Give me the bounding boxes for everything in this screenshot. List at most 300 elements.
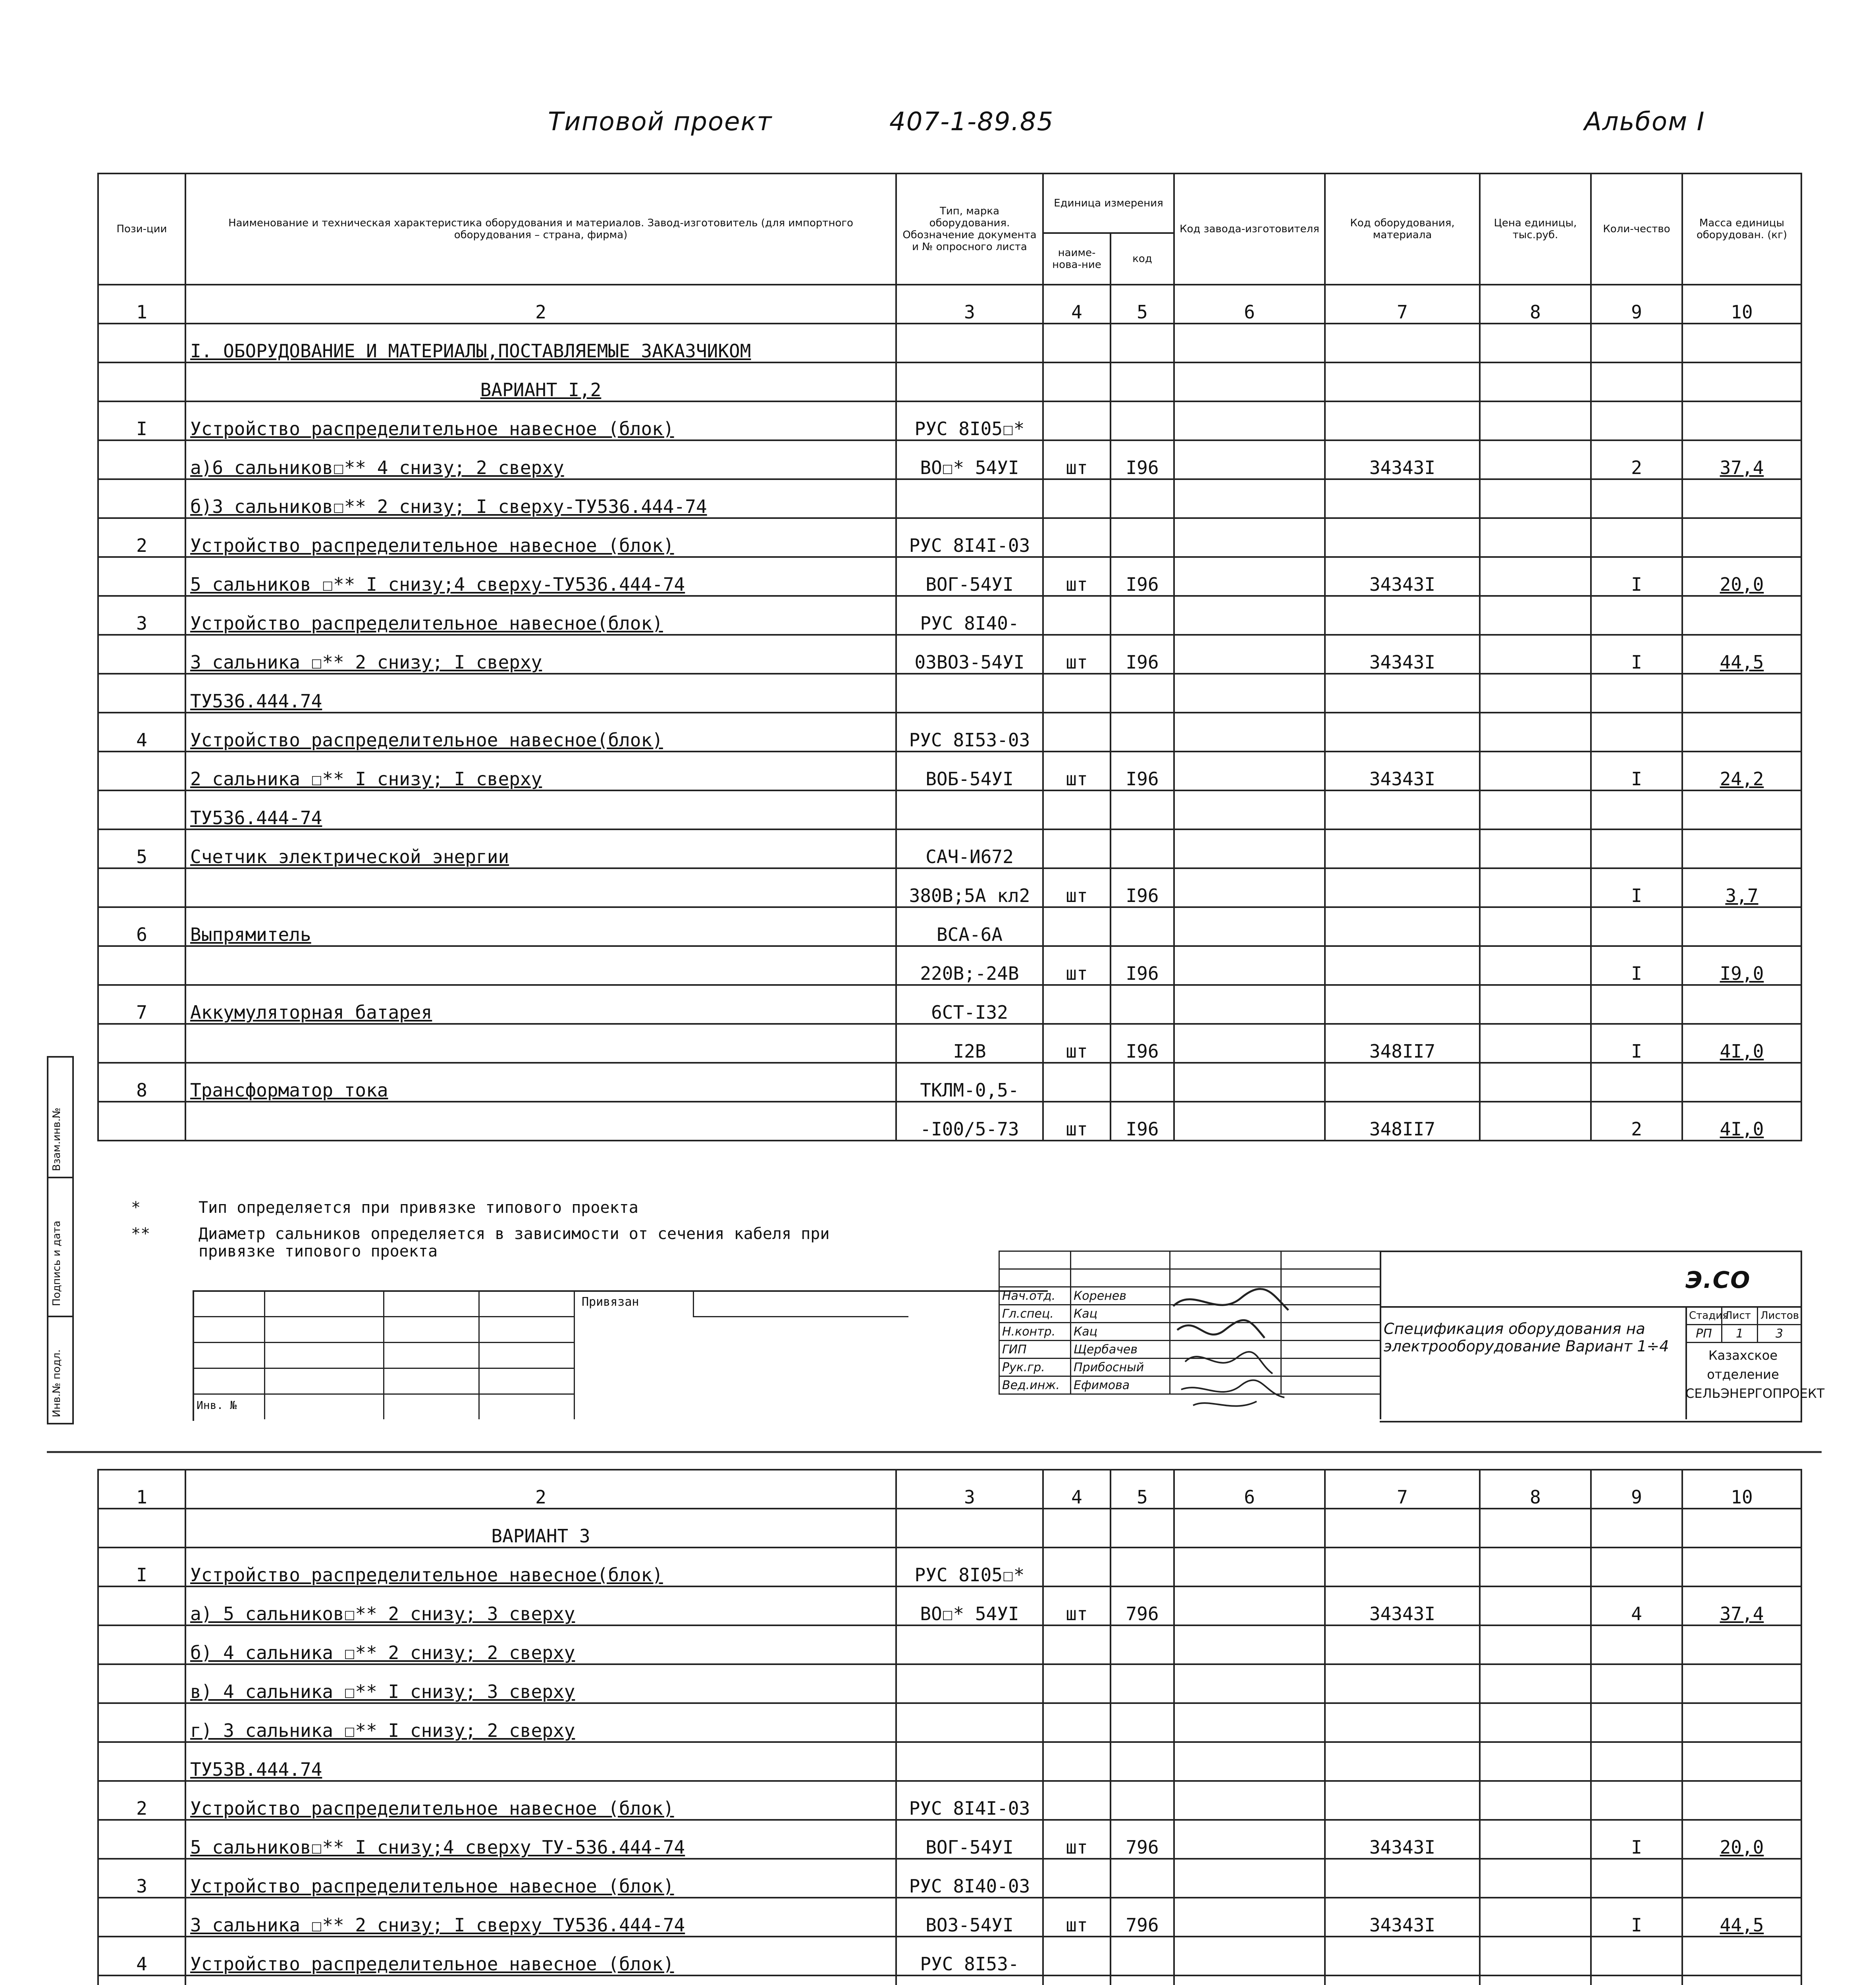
pos-cell: 2 — [98, 1781, 185, 1820]
unit-name-cell — [1043, 1742, 1111, 1781]
pos-cell — [98, 1664, 185, 1703]
mass-cell — [1682, 1975, 1801, 1985]
qty-cell — [1591, 829, 1682, 868]
plant-code-cell — [1174, 985, 1325, 1024]
mass-cell: 37,4 — [1682, 1586, 1801, 1625]
type-cell: РУС 8I40-03 — [896, 1859, 1043, 1898]
column-number: 4 — [1043, 285, 1111, 324]
sheets-value: 3 — [1758, 1325, 1801, 1343]
price-cell — [1480, 1625, 1591, 1664]
table-row — [98, 1975, 1801, 1985]
qty-cell — [1591, 1859, 1682, 1898]
unit-name-cell: шт — [1043, 1820, 1111, 1859]
price-cell — [1480, 1063, 1591, 1102]
mass-cell — [1682, 829, 1801, 868]
mass-cell — [1682, 1063, 1801, 1102]
plant-code-cell — [1174, 518, 1325, 557]
type-cell: ВОГ-54УI — [896, 1820, 1043, 1859]
unit-name-cell — [1043, 401, 1111, 440]
table-row — [98, 596, 1801, 635]
name-cell — [185, 1975, 896, 1985]
qty-cell: I — [1591, 946, 1682, 985]
eq-code-cell — [1325, 362, 1480, 401]
unit-name-cell — [1043, 829, 1111, 868]
mass-cell — [1682, 324, 1801, 362]
unit-name-cell: шт — [1043, 752, 1111, 790]
project-title: Типовой проект — [548, 107, 773, 137]
pos-cell — [98, 635, 185, 674]
type-cell: РУС 8I53-03 — [896, 713, 1043, 752]
price-cell — [1480, 1937, 1591, 1975]
side-label-replace-inv: Взам.инв.№ — [51, 1108, 63, 1171]
unit-code-cell — [1111, 1548, 1174, 1586]
price-cell — [1480, 868, 1591, 907]
price-cell — [1480, 596, 1591, 635]
eq-code-cell — [1325, 713, 1480, 752]
type-cell: РУС 8I05☐* — [896, 1548, 1043, 1586]
name-cell: Трансформатор тока — [185, 1063, 896, 1102]
unit-name-cell — [1043, 1548, 1111, 1586]
table-row — [98, 946, 1801, 985]
project-number: 407-1-89.85 — [889, 107, 1054, 137]
eq-code-cell: 34343I — [1325, 1820, 1480, 1859]
eq-code-cell: 34343I — [1325, 752, 1480, 790]
unit-name-cell — [1043, 1664, 1111, 1703]
pos-cell — [98, 752, 185, 790]
type-cell: РУС 8I40- — [896, 596, 1043, 635]
eq-code-cell: 348II7 — [1325, 1024, 1480, 1063]
unit-name-cell — [1043, 1859, 1111, 1898]
mass-cell — [1682, 1664, 1801, 1703]
price-cell — [1480, 440, 1591, 479]
col-mass-header: Масса единицы оборудован. (кг) — [1682, 173, 1801, 285]
table-row — [98, 1664, 1801, 1703]
pos-cell: 7 — [98, 985, 185, 1024]
plant-code-cell — [1174, 829, 1325, 868]
name-cell: а) 5 сальников☐** 2 снизу; 3 сверху — [185, 1586, 896, 1625]
unit-name-cell — [1043, 1625, 1111, 1664]
pos-cell: 6 — [98, 907, 185, 946]
price-cell — [1480, 985, 1591, 1024]
col-name-header: Наименование и техническая характеристика оборудования и материалов. Завод-изготовитель (для импортного оборудования – страна, фирма) — [185, 173, 896, 285]
mass-cell — [1682, 790, 1801, 829]
price-cell — [1480, 324, 1591, 362]
price-cell — [1480, 946, 1591, 985]
col-qty-header: Коли-чество — [1591, 173, 1682, 285]
mass-cell — [1682, 401, 1801, 440]
qty-cell: 2 — [1591, 1102, 1682, 1141]
table-row — [98, 1509, 1801, 1548]
plant-code-cell — [1174, 674, 1325, 713]
pos-cell — [98, 324, 185, 362]
unit-code-cell — [1111, 518, 1174, 557]
title-block-sheet1 — [97, 1251, 1825, 1421]
type-cell — [896, 1625, 1043, 1664]
plant-code-cell — [1174, 324, 1325, 362]
column-number: 3 — [896, 285, 1043, 324]
eq-code-cell: 348II7 — [1325, 1102, 1480, 1141]
price-cell — [1480, 674, 1591, 713]
role-gl-spec: Гл.спец. — [999, 1305, 1071, 1323]
column-number: 1 — [98, 285, 185, 324]
table-row — [98, 635, 1801, 674]
unit-name-cell — [1043, 479, 1111, 518]
eq-code-cell — [1325, 1859, 1480, 1898]
name-nach-otd: Коренев — [1071, 1287, 1170, 1305]
table-row — [98, 1859, 1801, 1898]
sheet-divider — [47, 1451, 1822, 1453]
unit-code-cell — [1111, 479, 1174, 518]
col-unit-name-header: наиме-нова-ние — [1043, 233, 1111, 285]
mass-cell: 44,5 — [1682, 1898, 1801, 1937]
pos-cell: I — [98, 401, 185, 440]
mass-cell: I9,0 — [1682, 946, 1801, 985]
type-cell: 03ВО3-54УI — [896, 635, 1043, 674]
unit-code-cell — [1111, 401, 1174, 440]
eq-code-cell — [1325, 946, 1480, 985]
qty-cell — [1591, 1937, 1682, 1975]
plant-code-cell — [1174, 1742, 1325, 1781]
mass-cell: 20,0 — [1682, 557, 1801, 596]
unit-name-cell: шт — [1043, 946, 1111, 985]
column-number: 7 — [1325, 285, 1480, 324]
column-number: 8 — [1480, 285, 1591, 324]
qty-cell — [1591, 1625, 1682, 1664]
mass-cell — [1682, 1703, 1801, 1742]
name-cell: а)6 сальников☐** 4 снизу; 2 сверху — [185, 440, 896, 479]
pos-cell — [98, 1975, 185, 1985]
qty-cell — [1591, 1703, 1682, 1742]
qty-cell — [1591, 1742, 1682, 1781]
unit-code-cell: I96 — [1111, 752, 1174, 790]
spec-table-sheet2 — [97, 1469, 1802, 1985]
name-ruk-gr: Прибосный — [1071, 1359, 1170, 1376]
eq-code-cell — [1325, 1975, 1480, 1985]
plant-code-cell — [1174, 1664, 1325, 1703]
pos-cell: 8 — [98, 1063, 185, 1102]
eq-code-cell — [1325, 479, 1480, 518]
pos-cell — [98, 946, 185, 985]
role-ruk-gr: Рук.гр. — [999, 1359, 1071, 1376]
eq-code-cell — [1325, 1781, 1480, 1820]
name-cell: 2 сальника ☐** I снизу; I сверху — [185, 752, 896, 790]
name-cell — [185, 868, 896, 907]
qty-cell — [1591, 1509, 1682, 1548]
unit-name-cell — [1043, 1509, 1111, 1548]
qty-cell: 2 — [1591, 440, 1682, 479]
table-row — [98, 440, 1801, 479]
type-cell: РУС 8I53- — [896, 1937, 1043, 1975]
col-unit-code-header: код — [1111, 233, 1174, 285]
type-cell: ВО☐* 54УI — [896, 1586, 1043, 1625]
mass-cell: 20,0 — [1682, 1820, 1801, 1859]
plant-code-cell — [1174, 1898, 1325, 1937]
table-row — [98, 1703, 1801, 1742]
price-cell — [1480, 1742, 1591, 1781]
price-cell — [1480, 1820, 1591, 1859]
qty-cell — [1591, 713, 1682, 752]
unit-name-cell: шт — [1043, 868, 1111, 907]
type-cell — [896, 1509, 1043, 1548]
pos-cell — [98, 557, 185, 596]
qty-cell: I — [1591, 1820, 1682, 1859]
sheet-value: 1 — [1722, 1325, 1758, 1343]
plant-code-cell — [1174, 1937, 1325, 1975]
col-pos-header: Пози-ции — [98, 173, 185, 285]
mass-cell: 24,2 — [1682, 752, 1801, 790]
type-cell: РУС 8I4I-03 — [896, 1781, 1043, 1820]
column-number: 5 — [1111, 1470, 1174, 1509]
price-cell — [1480, 1781, 1591, 1820]
mass-cell — [1682, 1859, 1801, 1898]
name-cell: 5 сальников☐** I снизу;4 сверху ТУ-536.444-74 — [185, 1820, 896, 1859]
unit-code-cell: 796 — [1111, 1586, 1174, 1625]
name-cell: Устройство распределительное навесное (блок) — [185, 401, 896, 440]
pos-cell: 3 — [98, 596, 185, 635]
unit-code-cell — [1111, 1781, 1174, 1820]
type-cell: ВОБ-54УI — [896, 752, 1043, 790]
unit-name-cell — [1043, 1063, 1111, 1102]
mass-cell: 3,7 — [1682, 868, 1801, 907]
pos-cell — [98, 674, 185, 713]
album-label: Альбом I — [1584, 107, 1705, 137]
unit-code-cell: I96 — [1111, 946, 1174, 985]
table-row — [98, 324, 1801, 362]
sheet1-column-number-row — [98, 285, 1801, 324]
table-row — [98, 1024, 1801, 1063]
type-cell: САЧ-И672 — [896, 829, 1043, 868]
table-row — [98, 1625, 1801, 1664]
eq-code-cell: 34343I — [1325, 1586, 1480, 1625]
eq-code-cell — [1325, 1625, 1480, 1664]
type-cell: 380В;5А кл2 — [896, 868, 1043, 907]
eq-code-cell: 34343I — [1325, 557, 1480, 596]
name-cell — [185, 1102, 896, 1141]
col-price-header: Цена единицы, тыс.руб. — [1480, 173, 1591, 285]
spec-table-sheet1 — [97, 173, 1802, 1141]
eq-code-cell: 34343I — [1325, 440, 1480, 479]
unit-code-cell — [1111, 1703, 1174, 1742]
column-number: 8 — [1480, 1470, 1591, 1509]
price-cell — [1480, 1975, 1591, 1985]
type-cell: ВО3-54УI — [896, 1898, 1043, 1937]
table-row — [98, 1063, 1801, 1102]
unit-name-cell: шт — [1043, 635, 1111, 674]
mass-cell — [1682, 596, 1801, 635]
pos-cell — [98, 1102, 185, 1141]
plant-code-cell — [1174, 1548, 1325, 1586]
price-cell — [1480, 1859, 1591, 1898]
mass-cell — [1682, 518, 1801, 557]
price-cell — [1480, 1509, 1591, 1548]
unit-name-cell — [1043, 362, 1111, 401]
plant-code-cell — [1174, 401, 1325, 440]
qty-cell — [1591, 518, 1682, 557]
price-cell — [1480, 1548, 1591, 1586]
mass-cell — [1682, 1625, 1801, 1664]
unit-name-cell — [1043, 1781, 1111, 1820]
column-number: 9 — [1591, 285, 1682, 324]
unit-code-cell — [1111, 1975, 1174, 1985]
plant-code-cell — [1174, 362, 1325, 401]
side-label-inv-orig: Инв.№ подл. — [51, 1349, 63, 1417]
eq-code-cell — [1325, 1937, 1480, 1975]
name-cell: б) 4 сальника ☐** 2 снизу; 2 сверху — [185, 1625, 896, 1664]
column-number: 7 — [1325, 1470, 1480, 1509]
pos-cell — [98, 479, 185, 518]
unit-code-cell — [1111, 362, 1174, 401]
name-cell: ТУ536.444-74 — [185, 790, 896, 829]
pos-cell — [98, 1509, 185, 1548]
qty-cell — [1591, 1781, 1682, 1820]
unit-code-cell — [1111, 1664, 1174, 1703]
plant-code-cell — [1174, 1509, 1325, 1548]
pos-cell — [98, 868, 185, 907]
type-cell: ВО☐* 54УI — [896, 440, 1043, 479]
qty-cell — [1591, 479, 1682, 518]
plant-code-cell — [1174, 557, 1325, 596]
table-row — [98, 674, 1801, 713]
eq-code-cell — [1325, 1742, 1480, 1781]
qty-cell — [1591, 1664, 1682, 1703]
price-cell — [1480, 401, 1591, 440]
qty-cell — [1591, 907, 1682, 946]
unit-code-cell: I96 — [1111, 557, 1174, 596]
qty-cell — [1591, 324, 1682, 362]
table-row — [98, 868, 1801, 907]
name-cell — [185, 946, 896, 985]
qty-cell: I — [1591, 868, 1682, 907]
table-row — [98, 1102, 1801, 1141]
type-cell: РУС 8I05☐* — [896, 401, 1043, 440]
name-gip: Щербачев — [1071, 1341, 1170, 1359]
table-row — [98, 1742, 1801, 1781]
qty-cell — [1591, 362, 1682, 401]
eq-code-cell — [1325, 868, 1480, 907]
mass-cell — [1682, 362, 1801, 401]
price-cell — [1480, 713, 1591, 752]
unit-name-cell — [1043, 907, 1111, 946]
eq-code-cell: 34343I — [1325, 635, 1480, 674]
column-number: 5 — [1111, 285, 1174, 324]
inv-label: Инв. № — [197, 1399, 237, 1412]
name-cell: Аккумуляторная батарея — [185, 985, 896, 1024]
plant-code-cell — [1174, 1586, 1325, 1625]
unit-code-cell: 796 — [1111, 1820, 1174, 1859]
name-cell: Устройство распределительное навесное(блок) — [185, 1548, 896, 1586]
price-cell — [1480, 479, 1591, 518]
sheet2-column-number-row — [98, 1470, 1801, 1509]
price-cell — [1480, 1703, 1591, 1742]
name-cell: Устройство распределительное навесное (блок) — [185, 1859, 896, 1898]
type-cell: ТКЛМ-0,5- — [896, 1063, 1043, 1102]
unit-name-cell — [1043, 713, 1111, 752]
column-number: 4 — [1043, 1470, 1111, 1509]
mass-cell — [1682, 1781, 1801, 1820]
plant-code-cell — [1174, 946, 1325, 985]
name-cell: Устройство распределительное навесное (блок) — [185, 518, 896, 557]
unit-code-cell: I96 — [1111, 440, 1174, 479]
plant-code-cell — [1174, 790, 1325, 829]
mass-cell — [1682, 1742, 1801, 1781]
unit-name-cell — [1043, 1937, 1111, 1975]
price-cell — [1480, 1102, 1591, 1141]
plant-code-cell — [1174, 1625, 1325, 1664]
unit-code-cell — [1111, 674, 1174, 713]
price-cell — [1480, 790, 1591, 829]
unit-code-cell — [1111, 907, 1174, 946]
plant-code-cell — [1174, 1024, 1325, 1063]
pos-cell — [98, 1898, 185, 1937]
table-row — [98, 790, 1801, 829]
name-cell: г) 3 сальника ☐** I снизу; 2 сверху — [185, 1703, 896, 1742]
eq-code-cell — [1325, 907, 1480, 946]
type-cell: 6СТ-I32 — [896, 985, 1043, 1024]
unit-code-cell: I96 — [1111, 868, 1174, 907]
eq-code-cell — [1325, 596, 1480, 635]
name-cell: Счетчик электрической энергии — [185, 829, 896, 868]
pos-cell — [98, 1625, 185, 1664]
table-row — [98, 1781, 1801, 1820]
pos-cell — [98, 1703, 185, 1742]
column-number: 10 — [1682, 285, 1801, 324]
column-number: 2 — [185, 285, 896, 324]
mass-cell: 4I,0 — [1682, 1024, 1801, 1063]
qty-cell — [1591, 985, 1682, 1024]
type-cell: 220В;-24В — [896, 946, 1043, 985]
column-number: 2 — [185, 1470, 896, 1509]
side-label-sign-date: Подпись и дата — [51, 1220, 63, 1306]
unit-name-cell — [1043, 596, 1111, 635]
table-row — [98, 985, 1801, 1024]
col-eq-code-header: Код оборудования, материала — [1325, 173, 1480, 285]
name-gl-spec: Кац — [1071, 1305, 1170, 1323]
qty-cell — [1591, 401, 1682, 440]
column-number: 3 — [896, 1470, 1043, 1509]
pos-cell — [98, 1820, 185, 1859]
eq-code-cell — [1325, 674, 1480, 713]
eq-code-cell — [1325, 1509, 1480, 1548]
plant-code-cell — [1174, 1063, 1325, 1102]
type-cell: ВСА-6А — [896, 907, 1043, 946]
type-cell — [896, 1975, 1043, 1985]
table-row — [98, 557, 1801, 596]
plant-code-cell — [1174, 1859, 1325, 1898]
qty-cell: I — [1591, 752, 1682, 790]
name-cell: Устройство распределительное навесное (блок) — [185, 1781, 896, 1820]
plant-code-cell — [1174, 635, 1325, 674]
unit-code-cell: I96 — [1111, 635, 1174, 674]
unit-name-cell: шт — [1043, 1898, 1111, 1937]
price-cell — [1480, 752, 1591, 790]
name-cell: Выпрямитель — [185, 907, 896, 946]
qty-cell: I — [1591, 635, 1682, 674]
price-cell — [1480, 518, 1591, 557]
name-cell: 3 сальника ☐** 2 снизу; I сверху — [185, 635, 896, 674]
name-cell: ВАРИАНТ I,2 — [185, 362, 896, 401]
plant-code-cell — [1174, 1820, 1325, 1859]
table-row — [98, 1586, 1801, 1625]
name-cell: б)3 сальников☐** 2 снизу; I сверху-ТУ536.444-74 — [185, 479, 896, 518]
table-row — [98, 1937, 1801, 1975]
unit-name-cell — [1043, 985, 1111, 1024]
table-row — [98, 479, 1801, 518]
column-number: 6 — [1174, 285, 1325, 324]
pos-cell — [98, 1024, 185, 1063]
unit-code-cell — [1111, 1625, 1174, 1664]
unit-code-cell — [1111, 985, 1174, 1024]
stage-table: Стадия Лист Листов РП 1 3 — [1685, 1306, 1802, 1343]
